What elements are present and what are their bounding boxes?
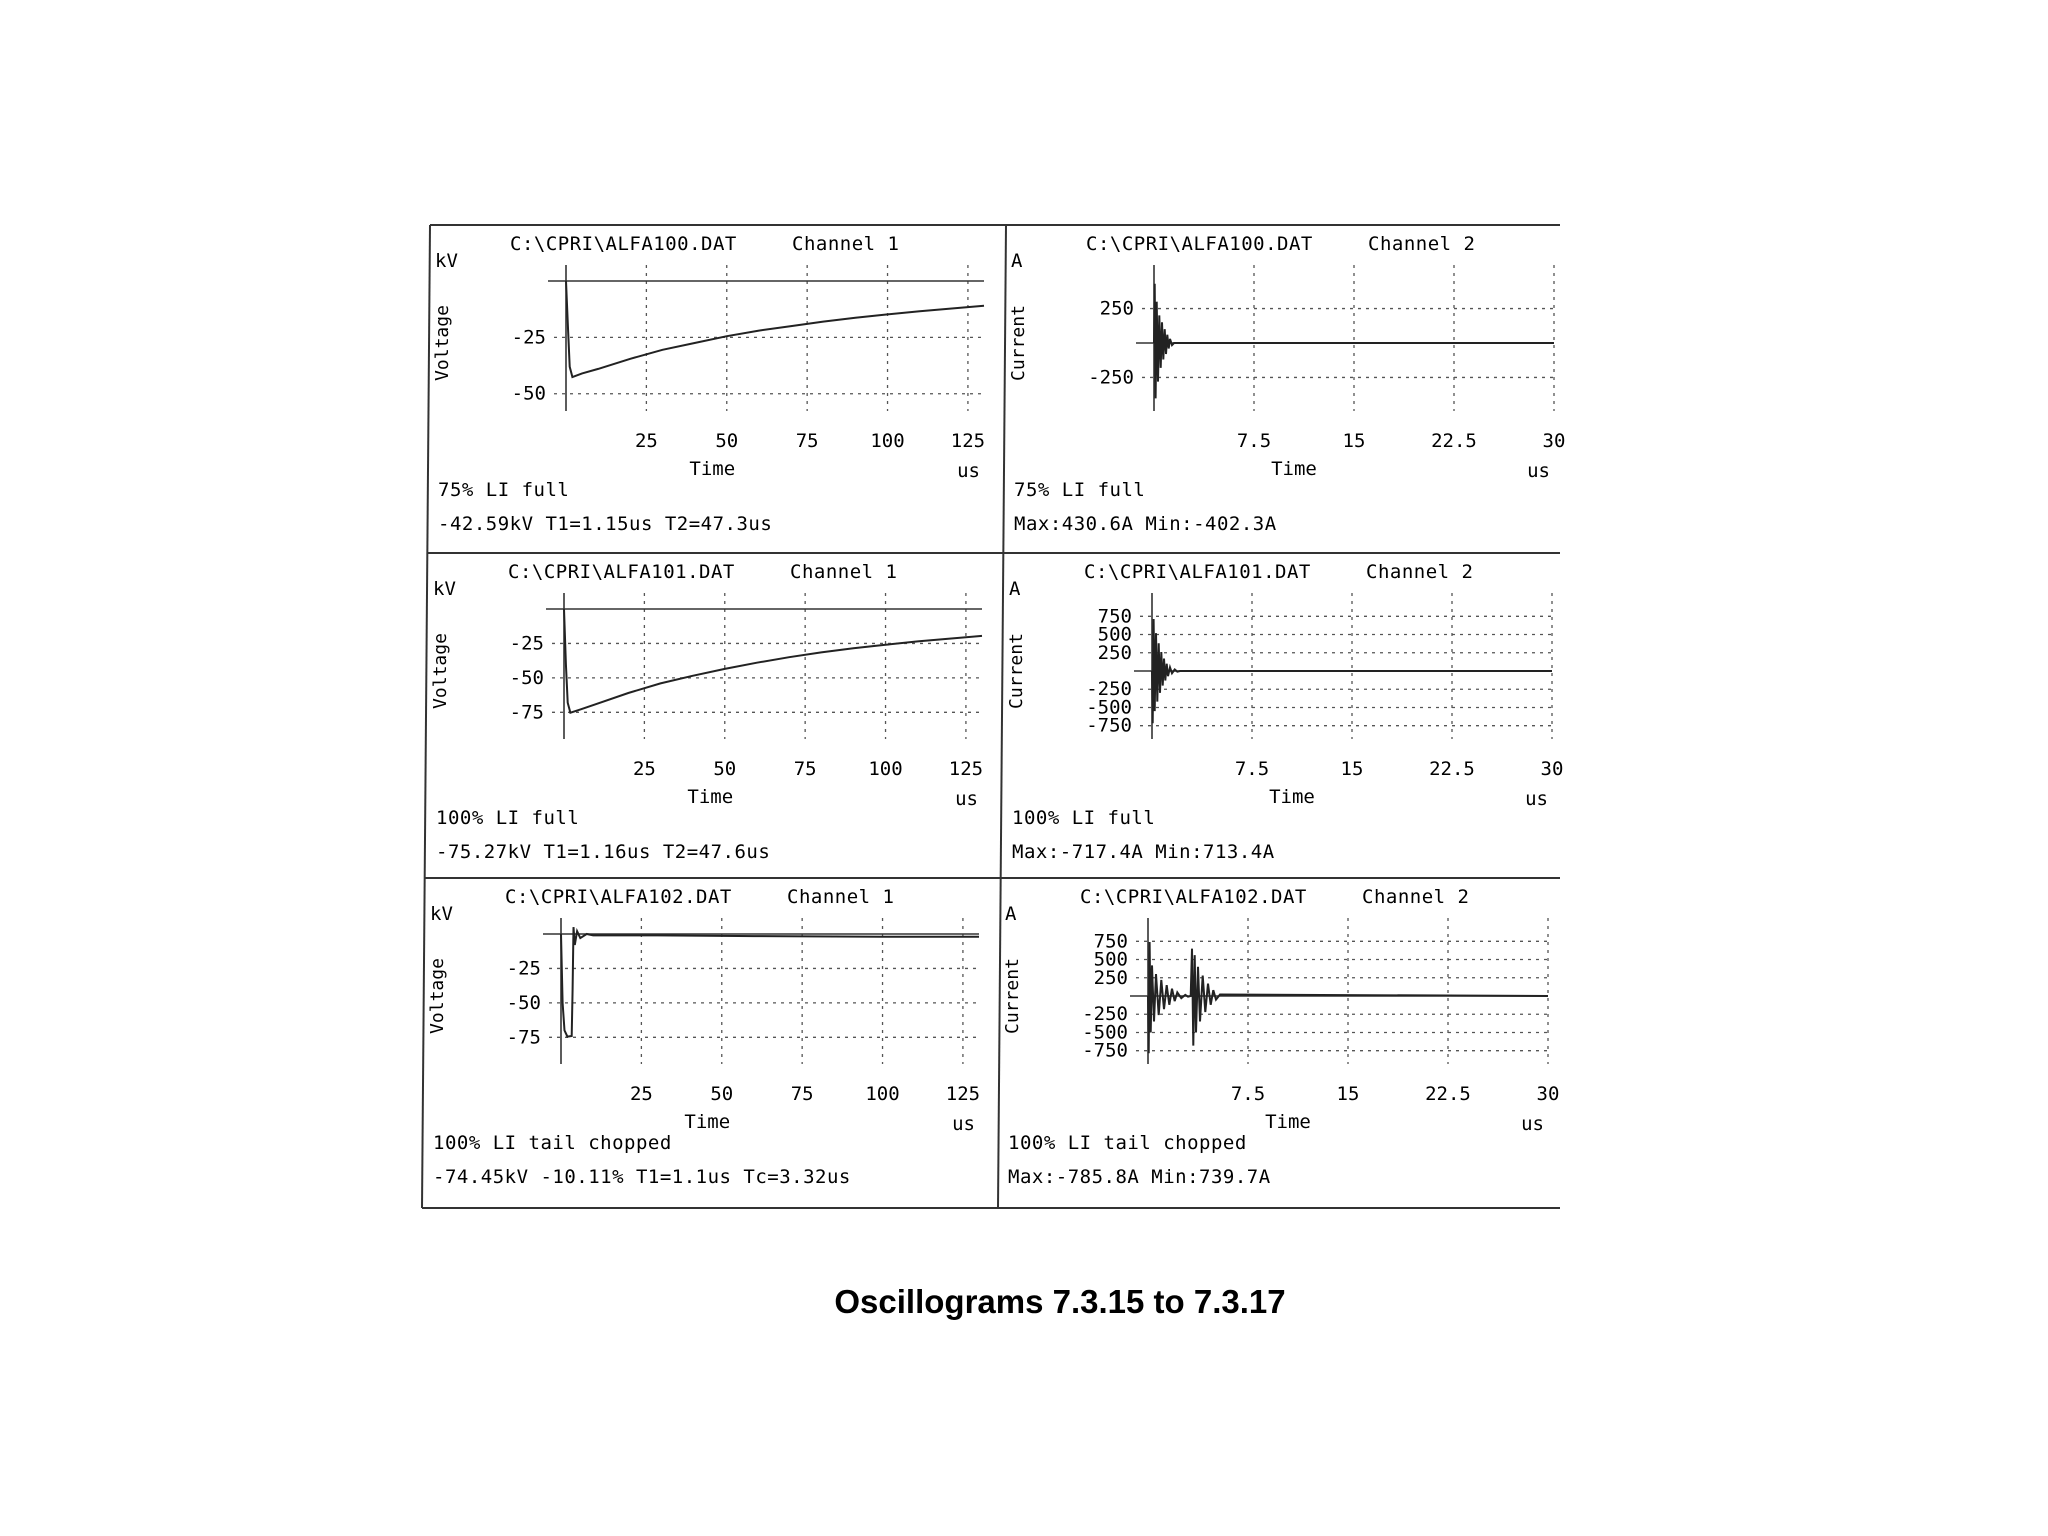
figure-caption: Oscillograms 7.3.15 to 7.3.17 — [834, 1283, 1286, 1320]
x-unit-label: us — [1525, 788, 1548, 810]
x-tick-label: 30 — [1540, 758, 1564, 780]
x-tick-label: 7.5 — [1234, 758, 1270, 780]
panel-file-path: C:\CPRI\ALFA102.DAT — [1080, 886, 1307, 908]
y-axis-title: Current — [1006, 633, 1027, 709]
measurement-summary: -42.59kV T1=1.15us T2=47.3us — [438, 513, 773, 535]
y-tick-label: -750 — [1082, 1039, 1128, 1062]
panel-file-path: C:\CPRI\ALFA101.DAT — [508, 561, 735, 583]
panel-channel-label: Channel 1 — [790, 561, 898, 583]
oscillogram-panel-6 — [1002, 886, 1559, 1188]
x-tick-label: 50 — [715, 430, 739, 452]
panel-channel-label: Channel 2 — [1362, 886, 1470, 908]
panel-file-path: C:\CPRI\ALFA101.DAT — [1084, 561, 1311, 583]
y-tick-label: -500 — [1082, 1021, 1128, 1044]
y-tick-label: 750 — [1097, 605, 1132, 628]
y-axis-title: Voltage — [430, 633, 451, 709]
y-tick-label: 250 — [1099, 297, 1134, 320]
y-tick-label: -25 — [506, 957, 541, 980]
x-tick-label: 15 — [1342, 430, 1366, 452]
y-axis-title: Current — [1002, 958, 1023, 1034]
oscillogram-panel-1 — [432, 233, 985, 535]
waveform-trace — [564, 609, 982, 713]
waveform-trace — [566, 281, 984, 377]
y-tick-label: -75 — [509, 701, 544, 724]
sheet-center-divider — [998, 225, 1006, 1208]
x-tick-label: 30 — [1542, 430, 1566, 452]
y-tick-label: -500 — [1086, 696, 1132, 719]
x-tick-label: 50 — [713, 758, 737, 780]
x-tick-label: 25 — [629, 1083, 653, 1105]
y-unit-label: kV — [430, 903, 453, 925]
x-tick-label: 125 — [945, 1083, 981, 1105]
measurement-summary: Max:-785.8A Min:739.7A — [1008, 1166, 1271, 1188]
oscillogram-panel-4 — [1006, 561, 1563, 863]
x-axis-title: Time — [687, 786, 734, 808]
panel-channel-label: Channel 2 — [1366, 561, 1474, 583]
x-axis-title: Time — [1265, 1111, 1311, 1133]
y-tick-label: 250 — [1097, 641, 1132, 664]
panel-channel-label: Channel 2 — [1368, 233, 1476, 255]
test-condition-label: 75% LI full — [1014, 479, 1146, 501]
y-unit-label: A — [1005, 903, 1017, 925]
y-tick-label: -25 — [509, 632, 544, 655]
y-tick-label: -50 — [506, 991, 541, 1014]
x-unit-label: us — [957, 460, 980, 482]
y-tick-label: -250 — [1082, 1003, 1128, 1026]
y-tick-label: 750 — [1093, 930, 1128, 953]
x-tick-label: 75 — [790, 1083, 814, 1105]
panel-file-path: C:\CPRI\ALFA100.DAT — [510, 233, 737, 255]
test-condition-label: 75% LI full — [438, 479, 570, 501]
x-tick-label: 15 — [1336, 1083, 1360, 1105]
x-unit-label: us — [1527, 460, 1550, 482]
y-unit-label: A — [1009, 578, 1021, 600]
x-tick-label: 75 — [795, 430, 819, 452]
x-tick-label: 22.5 — [1425, 1083, 1471, 1105]
y-unit-label: kV — [433, 578, 456, 600]
x-tick-label: 22.5 — [1429, 758, 1475, 780]
x-tick-label: 30 — [1536, 1083, 1560, 1105]
measurement-summary: Max:-717.4A Min:713.4A — [1012, 841, 1275, 863]
measurement-summary: -74.45kV -10.11% T1=1.1us Tc=3.32us — [433, 1166, 851, 1188]
x-unit-label: us — [955, 788, 978, 810]
oscillogram-panel-5 — [427, 886, 980, 1188]
panel-file-path: C:\CPRI\ALFA102.DAT — [505, 886, 732, 908]
y-tick-label: 500 — [1097, 623, 1132, 646]
sheet-left-border — [422, 225, 430, 1208]
test-condition-label: 100% LI full — [436, 807, 580, 829]
y-axis-title: Voltage — [432, 305, 453, 381]
x-axis-title: Time — [1271, 458, 1317, 480]
x-tick-label: 125 — [948, 758, 984, 780]
x-unit-label: us — [1521, 1113, 1544, 1135]
x-tick-label: 75 — [793, 758, 817, 780]
y-tick-label: -50 — [509, 666, 544, 689]
y-axis-title: Voltage — [427, 958, 448, 1034]
x-tick-label: 15 — [1340, 758, 1364, 780]
test-condition-label: 100% LI tail chopped — [433, 1132, 672, 1154]
x-axis-title: Time — [689, 458, 736, 480]
waveform-trace — [1154, 284, 1554, 399]
x-tick-label: 125 — [950, 430, 986, 452]
measurement-summary: Max:430.6A Min:-402.3A — [1014, 513, 1277, 535]
panel-channel-label: Channel 1 — [792, 233, 900, 255]
waveform-trace — [561, 927, 979, 1037]
test-condition-label: 100% LI full — [1012, 807, 1156, 829]
x-tick-label: 25 — [634, 430, 658, 452]
x-unit-label: us — [952, 1113, 975, 1135]
x-axis-title: Time — [1269, 786, 1315, 808]
test-condition-label: 100% LI tail chopped — [1008, 1132, 1247, 1154]
x-tick-label: 50 — [710, 1083, 734, 1105]
y-tick-label: -250 — [1088, 366, 1134, 389]
y-unit-label: A — [1011, 250, 1023, 272]
y-tick-label: -75 — [506, 1026, 541, 1049]
panel-channel-label: Channel 1 — [787, 886, 895, 908]
y-tick-label: -750 — [1086, 714, 1132, 737]
y-tick-label: -50 — [511, 382, 546, 405]
x-tick-label: 7.5 — [1230, 1083, 1266, 1105]
x-tick-label: 7.5 — [1236, 430, 1272, 452]
x-tick-label: 100 — [870, 430, 905, 452]
y-tick-label: 500 — [1093, 948, 1128, 971]
oscillogram-panel-2 — [1008, 233, 1565, 535]
x-axis-title: Time — [684, 1111, 731, 1133]
y-tick-label: -250 — [1086, 678, 1132, 701]
x-tick-label: 100 — [868, 758, 903, 780]
measurement-summary: -75.27kV T1=1.16us T2=47.6us — [436, 841, 771, 863]
oscillogram-panel-3 — [430, 561, 983, 863]
y-tick-label: 250 — [1093, 966, 1128, 989]
panel-file-path: C:\CPRI\ALFA100.DAT — [1086, 233, 1313, 255]
x-tick-label: 22.5 — [1431, 430, 1477, 452]
x-tick-label: 100 — [865, 1083, 900, 1105]
y-tick-label: -25 — [511, 326, 546, 349]
y-unit-label: kV — [435, 250, 458, 272]
x-tick-label: 25 — [632, 758, 656, 780]
y-axis-title: Current — [1008, 305, 1029, 381]
